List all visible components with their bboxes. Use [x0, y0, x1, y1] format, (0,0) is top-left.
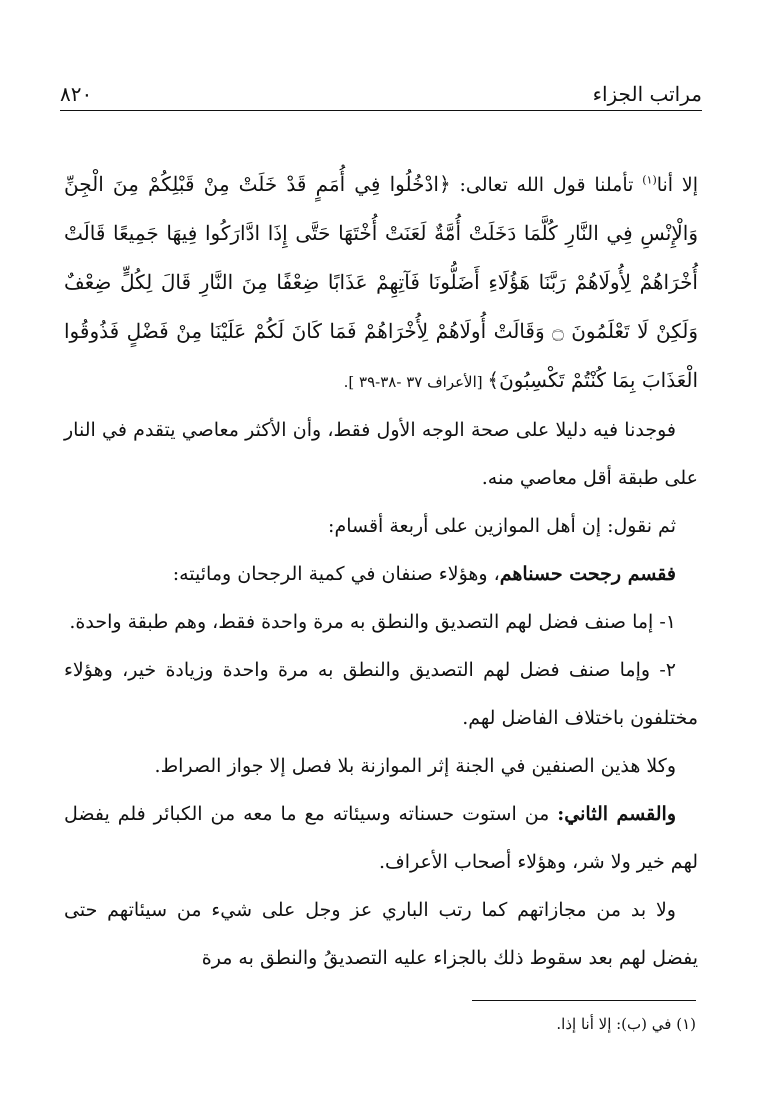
paragraph-text: ولا بد من مجازاتهم كما رتب الباري عز وجل على شيء من سيئاتهم حتى يفضل لهم بعد سقوط ذلك بالجزاء عليه التصديقُ والنطق به مرة	[64, 899, 698, 969]
paragraph-text: وكلا هذين الصنفين في الجنة إثر الموازنة بلا فصل إلا جواز الصراط.	[154, 755, 676, 777]
footnote: (١) في (ب): إلا أنا إذا.	[556, 1015, 696, 1033]
paragraph-text: ١- إما صنف فضل لهم التصديق والنطق به مرة واحدة فقط، وهم طبقة واحدة.	[69, 611, 676, 633]
footnote-rule	[472, 1000, 696, 1001]
paragraph-text: ثم نقول: إن أهل الموازين على أربعة أقسام:	[328, 515, 676, 537]
footnote-marker: (١)	[642, 173, 657, 187]
paragraph-text: من استوت حسناته وسيئاته مع ما معه من الكبائر فلم يفضل لهم خير ولا شر، وهؤلاء أصحاب الأعراف.	[64, 803, 698, 873]
paragraph-text: تأملنا قول الله تعالى:	[450, 174, 643, 196]
paragraph-text: ٢- وإما صنف فضل لهم التصديق والنطق به مرة واحدة وزيادة خير، وهؤلاء مختلفون باختلاف الفاضل لهم.	[64, 659, 698, 729]
section-heading: والقسم الثاني:	[557, 803, 676, 825]
running-title: مراتب الجزاء	[592, 82, 702, 106]
quran-verse: ﴿ادْخُلُوا فِي أُمَمٍ قَدْ خَلَتْ مِنْ قَبْلِكُمْ مِنَ الْجِنِّ وَالْإِنْسِ فِي النَّارِ كُلَّمَا دَخَلَتْ أُمَّةٌ لَعَنَتْ أُخْتَهَا حَتَّى إِذَا ادَّارَكُوا فِيهَا جَمِيعًا قَالَتْ أُخْرَاهُمْ لِأُولَاهُمْ رَبَّنَا هَؤُلَاءِ أَضَلُّونَا فَآتِهِمْ عَذَابًا ضِعْفًا مِنَ النَّارِ قَالَ لِكُلٍّ ضِعْفٌ وَلَكِنْ لَا تَعْلَمُونَ ۝ وَقَالَتْ أُولَاهُمْ لِأُخْرَاهُمْ فَمَا كَانَ لَكُمْ عَلَيْنَا مِنْ فَضْلٍ فَذُوقُوا الْعَذَابَ بِمَا كُنْتُمْ تَكْسِبُونَ﴾	[64, 172, 698, 392]
paragraph	[64, 160, 698, 406]
paragraph	[64, 406, 698, 502]
paragraph	[64, 790, 698, 886]
main-text	[64, 160, 698, 982]
paragraph	[64, 886, 698, 982]
paragraph-text: إلا أنا	[656, 174, 698, 196]
paragraph	[64, 502, 698, 550]
paragraph	[64, 550, 698, 598]
paragraph	[64, 646, 698, 742]
page-header	[60, 66, 702, 106]
paragraph-text: ، وهؤلاء صنفان في كمية الرجحان ومائيته:	[172, 563, 500, 585]
verse-citation: [الأعراف ٣٧ -٣٨-٣٩ ].	[343, 373, 488, 391]
paragraph-text: فوجدنا فيه دليلا على صحة الوجه الأول فقط، وأن الأكثر معاصي يتقدم في النار على طبقة أقل معاصي منه.	[64, 419, 698, 489]
header-rule	[60, 110, 702, 111]
section-heading: فقسم رجحت حسناهم	[499, 563, 676, 585]
page-number: ٨٢٠	[60, 82, 93, 106]
paragraph	[64, 742, 698, 790]
paragraph	[64, 598, 698, 646]
